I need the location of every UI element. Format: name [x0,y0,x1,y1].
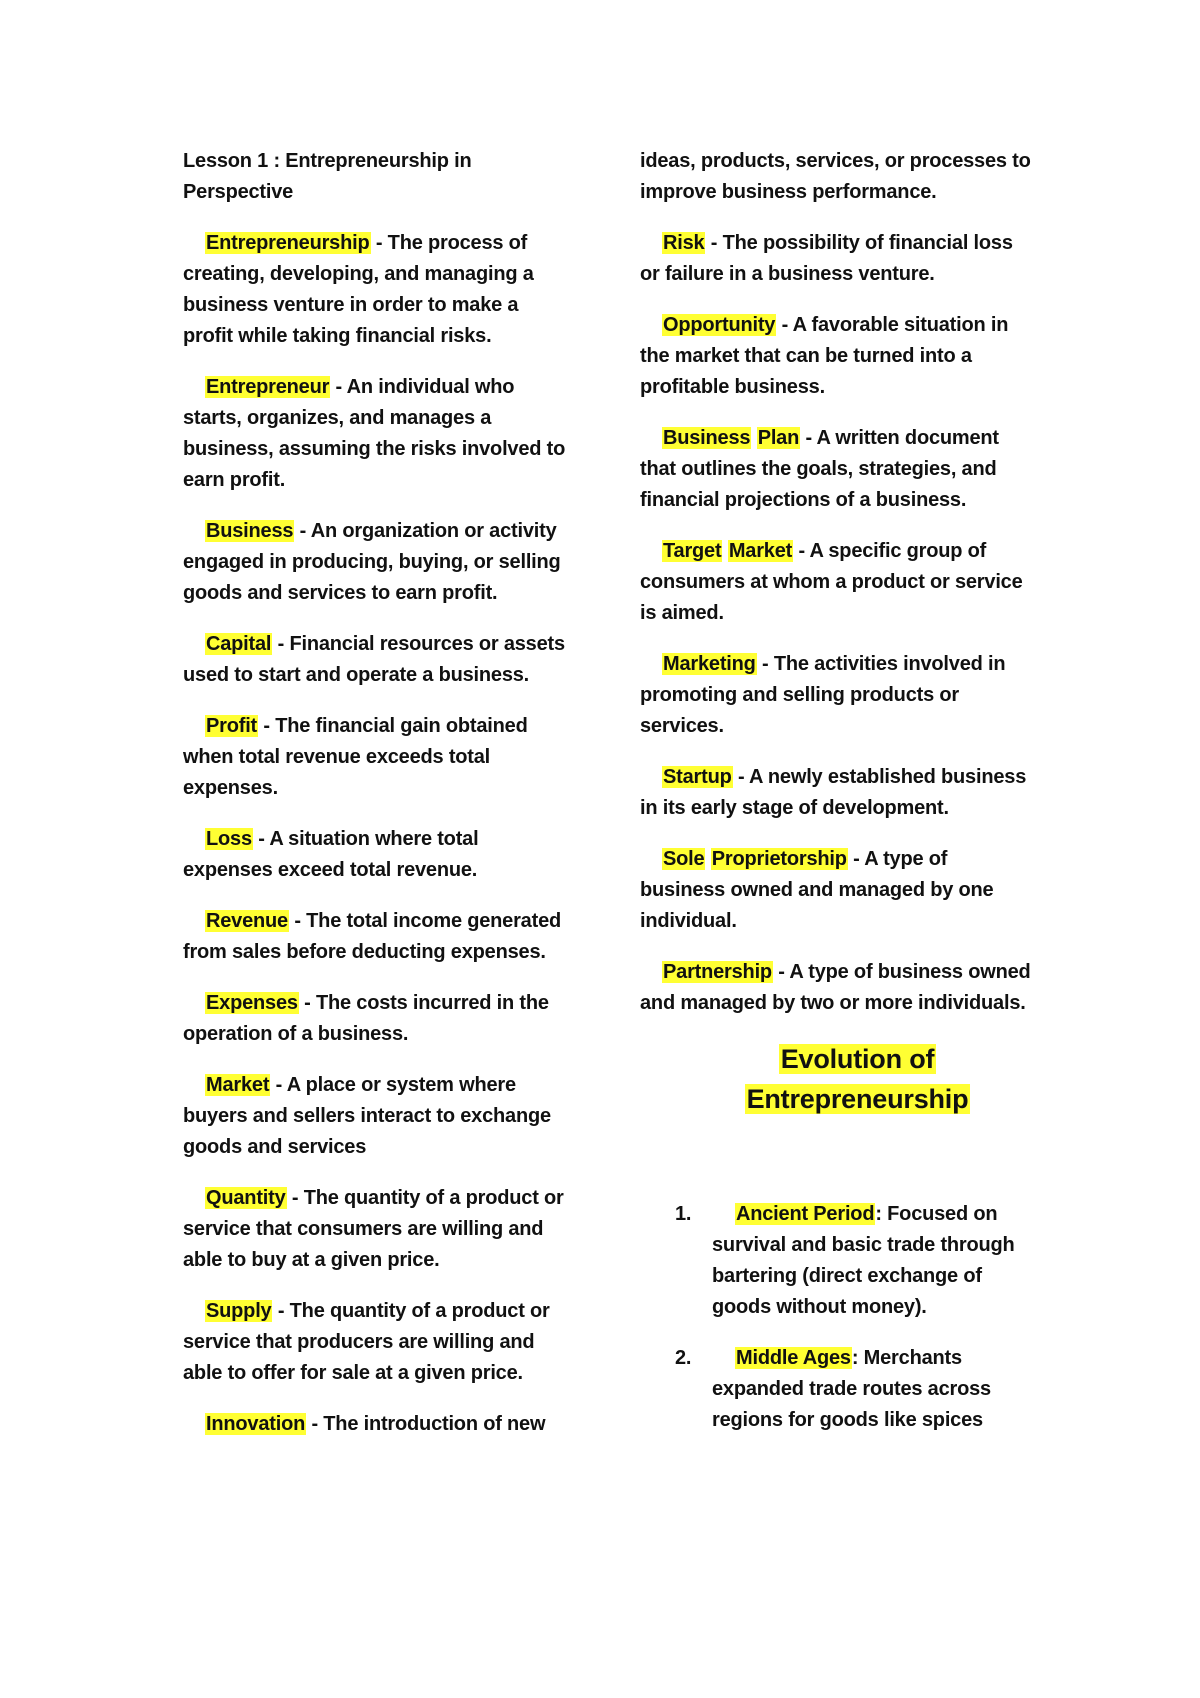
list-number: 2. [675,1347,692,1369]
term-definition: - The quantity of a product or service that consumers are willing and able to buy at a given price. [183,1187,564,1271]
term-partnership [640,957,1035,1019]
era-description: : Focused on survival and basic trade through bartering (direct exchange of goods without money). [712,1203,1015,1318]
era-label: Ancient Period [736,1203,875,1225]
list-item-text [712,1199,1035,1323]
term-definition: - A type of business owned and managed by one individual. [640,848,994,932]
term-startup [640,762,1035,824]
term-supply [183,1296,568,1389]
term-capital [183,629,568,691]
list-item [640,1343,1035,1436]
term-sole-proprietorship [640,844,1035,937]
term-label: Marketing [663,653,756,675]
term-label-part1: Sole [663,848,705,870]
term-label-part2: Market [728,540,793,562]
term-definition: - A specific group of consumers at whom a product or service is aimed. [640,540,1023,624]
section-heading-line2: Entrepreneurship [746,1084,969,1114]
term-label: Risk [663,232,705,254]
term-label: Capital [206,633,272,655]
term-definition: - A type of business owned and managed by two or more individuals. [640,961,1031,1014]
term-definition: - The costs incurred in the operation of a business. [183,992,549,1045]
term-entrepreneur [183,372,568,496]
term-risk [640,228,1035,290]
term-label-part2: Proprietorship [711,848,847,870]
term-label: Startup [663,766,732,788]
term-label: Entrepreneurship [206,232,370,254]
list-item-text [712,1343,1035,1436]
list-item [640,1199,1035,1323]
term-business-plan [640,423,1035,516]
section-heading-evolution [640,1039,1035,1119]
term-definition: - The total income generated from sales before deducting expenses. [183,910,562,963]
term-definition: - Financial resources or assets used to start and operate a business. [183,633,565,686]
term-expenses [183,988,568,1050]
term-label: Partnership [663,961,772,983]
term-label: Quantity [206,1187,286,1209]
term-marketing [640,649,1035,742]
lesson-title: Lesson 1 : Entrepreneurship in Perspective [183,150,472,203]
era-description: : Merchants expanded trade routes across regions for goods like spices [712,1347,991,1431]
term-business [183,516,568,609]
term-innovation [183,1409,568,1440]
term-target-market [640,536,1035,629]
right-column [640,146,1035,1456]
section-heading-line1: Evolution of [780,1044,935,1074]
evolution-list [640,1199,1035,1436]
term-label-part1: Business [663,427,751,449]
term-definition: - A written document that outlines the goals, strategies, and financial projections of a business. [640,427,999,511]
term-definition: - A favorable situation in the market that can be turned into a profitable business. [640,314,1009,398]
term-label: Expenses [206,992,298,1014]
term-label: Supply [206,1300,272,1322]
term-quantity [183,1183,568,1276]
term-definition: - The activities involved in promoting and selling products or services. [640,653,1006,737]
term-definition: - An individual who starts, organizes, and manages a business, assuming the risks involved to earn profit. [183,376,566,491]
era-label: Middle Ages [736,1347,851,1369]
term-definition: - The financial gain obtained when total revenue exceeds total expenses. [183,715,528,799]
left-column [183,146,568,1460]
term-definition: - The possibility of financial loss or failure in a business venture. [640,232,1013,285]
term-definition: - The quantity of a product or service that producers are willing and able to offer for sale at a given price. [183,1300,550,1384]
term-definition: - The process of creating, developing, and managing a business venture in order to make a profit while taking financial risks. [183,232,534,347]
term-label: Opportunity [663,314,776,336]
term-definition: - A newly established business in its early stage of development. [640,766,1027,819]
term-label: Loss [206,828,252,850]
term-label: Market [206,1074,270,1096]
term-revenue [183,906,568,968]
list-number: 1. [675,1203,692,1225]
term-profit [183,711,568,804]
term-definition: - A situation where total expenses exceed total revenue. [183,828,479,881]
term-opportunity [640,310,1035,403]
term-definition: - An organization or activity engaged in producing, buying, or selling goods and services to earn profit. [183,520,561,604]
term-definition: - The introduction of new [306,1413,546,1435]
term-loss [183,824,568,886]
term-label: Innovation [206,1413,306,1435]
term-definition: - A place or system where buyers and sellers interact to exchange goods and services [183,1074,551,1158]
term-label-part2: Plan [757,427,800,449]
term-entrepreneurship [183,228,568,352]
term-label: Entrepreneur [206,376,330,398]
term-label: Profit [206,715,258,737]
term-label: Revenue [206,910,288,932]
term-market [183,1070,568,1163]
term-label: Business [206,520,294,542]
term-label-part1: Target [663,540,722,562]
innovation-continuation: ideas, products, services, or processes to improve business performance. [640,150,1031,203]
